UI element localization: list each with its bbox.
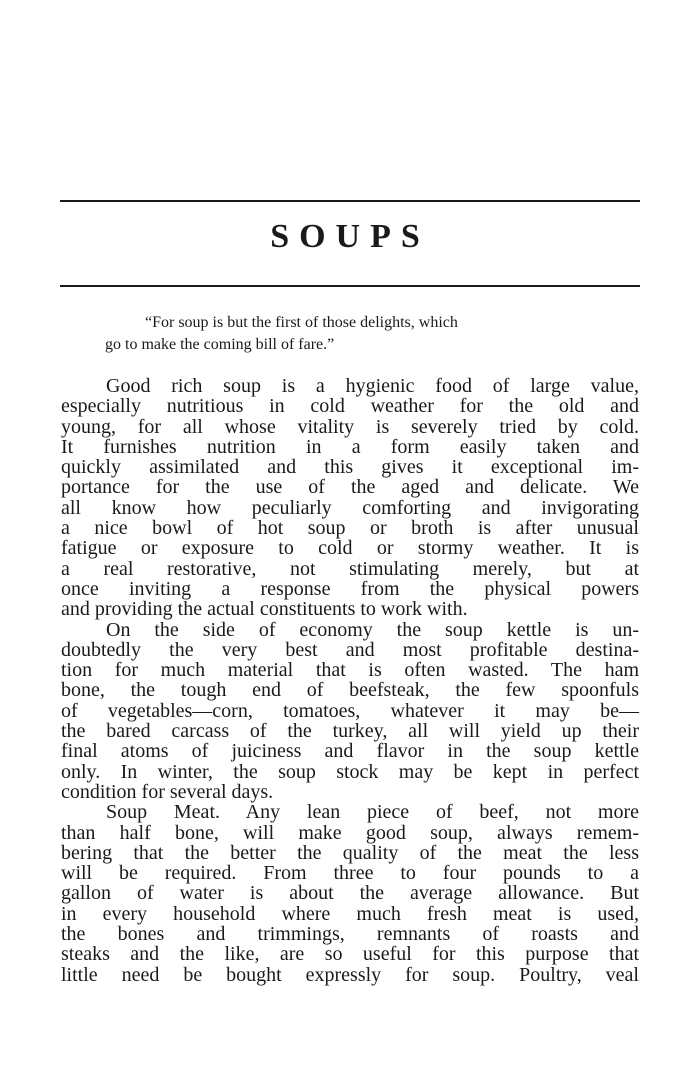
text-line: Good rich soup is a hygienic food of large value, (106, 375, 639, 397)
text-line: It furnishes nutrition in a form easily taken and (61, 435, 639, 458)
bottom-rule (60, 285, 640, 287)
text-line: only. In winter, the soup stock may be kept in perfect (61, 760, 639, 783)
text-line: a real restorative, not stimulating merely, but at (61, 557, 639, 580)
text-line: gallon of water is about the average allowance. But (61, 882, 639, 905)
epigraph-line: “For soup is but the first of those delights, which (145, 314, 458, 331)
text-line: will be required. From three to four pounds to a (61, 862, 639, 885)
text-line: little need be bought expressly for soup. Poultry, veal (61, 963, 639, 986)
text-line: the bared carcass of the turkey, all will yield up their (61, 720, 639, 743)
text-line: and providing the actual constituents to work with. (61, 598, 468, 621)
paragraph-health (61, 376, 639, 620)
text-line: bering that the better the quality of the meat the less (61, 841, 639, 864)
text-line: especially nutritious in cold weather for the old and (61, 395, 639, 418)
text-line: than half bone, will make good soup, always remem- (61, 821, 639, 844)
text-line: a nice bowl of hot soup or broth is after unusual (61, 517, 639, 540)
epigraph (105, 312, 635, 356)
text-line: doubtedly the very best and most profitable destina- (61, 638, 639, 661)
text-line: condition for several days. (61, 780, 274, 803)
text-line: steaks and the like, are so useful for this purpose that (61, 943, 639, 966)
text-line: bone, the tough end of beefsteak, the few spoonfuls (61, 679, 639, 702)
text-line: portance for the use of the aged and delicate. We (61, 476, 639, 499)
text-line: all know how peculiarly comforting and invigorating (61, 496, 639, 519)
text-line: the bones and trimmings, remnants of roasts and (61, 923, 639, 946)
text-line: tion for much material that is often wasted. The ham (61, 659, 639, 682)
chapter-title: SOUPS (270, 218, 430, 255)
paragraph-economy (61, 620, 639, 803)
epigraph-line: go to make the coming bill of fare.” (105, 336, 335, 353)
text-line: On the side of economy the soup kettle is un- (106, 618, 639, 641)
text-line: Soup Meat. Any lean piece of beef, not more (106, 801, 639, 824)
body-text (61, 376, 639, 985)
text-line: quickly assimilated and this gives it exceptional im- (61, 456, 639, 479)
text-line: young, for all whose vitality is severely tried by cold. (61, 415, 639, 438)
paragraph-soup-meat (61, 802, 639, 985)
text-line: fatigue or exposure to cold or stormy weather. It is (61, 537, 639, 560)
text-line: once inviting a response from the physical powers (61, 577, 639, 600)
text-line: of vegetables—corn, tomatoes, whatever it may be— (61, 699, 639, 722)
text-line: in every household where much fresh meat is used, (61, 902, 639, 925)
text-line: final atoms of juiciness and flavor in the soup kettle (61, 740, 639, 763)
top-rule (60, 200, 640, 202)
